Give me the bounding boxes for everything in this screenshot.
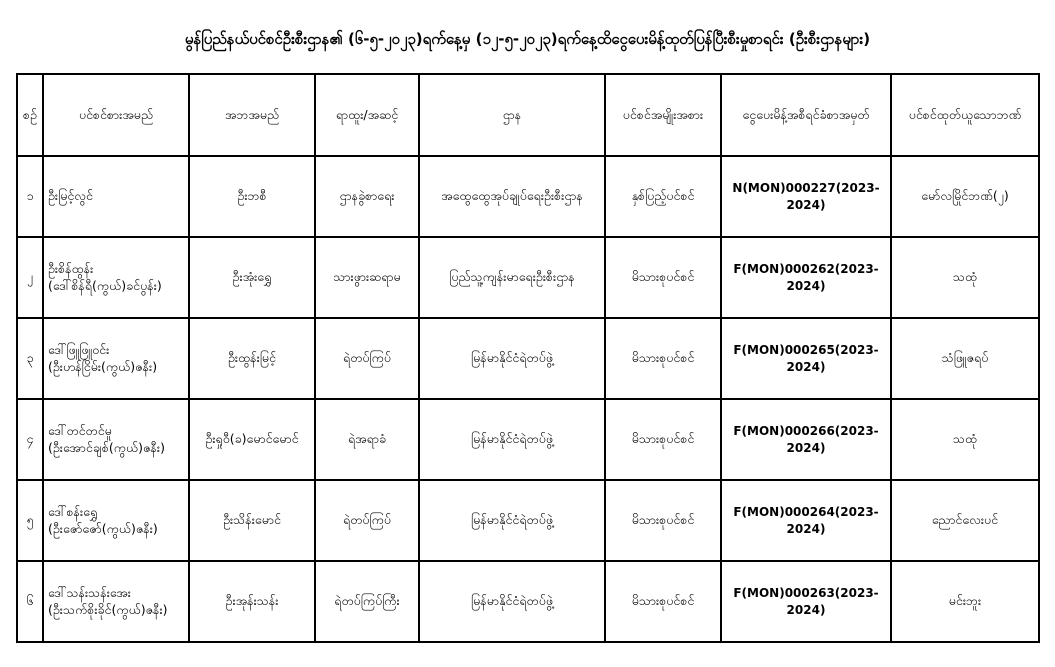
pensioner-name: ဒေါ်တင်တင်မူ bbox=[48, 422, 112, 438]
page-title: မွန်ပြည်နယ်ပင်စင်ဦးစီးဌာန၏ (၆-၅-၂၀၂၃)ရက်နေ့မှ (၁၂-၅-၂၀၂၃)ရက်နေ့ထိငွေပေးမိန့်ထုတ်ပြန်ပြီးစီးမှုစာရင်း (ဦးစီးဌာနများ) bbox=[184, 30, 871, 48]
cell-department: အထွေထွေအုပ်ချုပ်ရေးဦးစီးဌာန bbox=[419, 156, 605, 237]
cell-rank: ရဲတပ်ကြပ် bbox=[315, 318, 419, 399]
cell-pensioner bbox=[43, 480, 189, 561]
pensioner-relation: (ဒေါ်စိန်ရီ(ကွယ်)ခင်ပွန်း) bbox=[48, 277, 162, 293]
pensioner-name: ဒေါ်ဖြူဖြူဝင်း bbox=[48, 341, 110, 357]
cell-no: ၃ bbox=[17, 318, 43, 399]
cell-no: ၂ bbox=[17, 237, 43, 318]
cell-no: ၆ bbox=[17, 561, 43, 642]
cell-father: ဦးသိန်းမောင် bbox=[189, 480, 315, 561]
cell-type: နှစ်ပြည့်ပင်စင် bbox=[605, 156, 721, 237]
cell-bank: သံဖြူဇရပ် bbox=[891, 318, 1039, 399]
cell-type: မိသားစုပင်စင် bbox=[605, 237, 721, 318]
header-bank: ပင်စင်ထုတ်ယူသောဘဏ် bbox=[891, 74, 1039, 156]
pensioner-relation: (ဦးဟန်ငြိမ်း(ကွယ်)ဇနီး) bbox=[48, 358, 158, 374]
header-license: ငွေပေးမိန့်အစီရင်ခံစာအမှတ် bbox=[721, 74, 891, 156]
cell-type: မိသားစုပင်စင် bbox=[605, 480, 721, 561]
cell-license: F(MON)000262(2023-2024) bbox=[721, 237, 891, 318]
header-department: ဌာန bbox=[419, 74, 605, 156]
cell-no: ၄ bbox=[17, 399, 43, 480]
header-no: စဉ် bbox=[17, 74, 43, 156]
cell-rank: ဌာနခွဲစာရေး bbox=[315, 156, 419, 237]
header-pensioner: ပင်စင်စားအမည် bbox=[43, 74, 189, 156]
cell-license: F(MON)000263(2023-2024) bbox=[721, 561, 891, 642]
cell-pensioner bbox=[43, 237, 189, 318]
cell-bank: မင်းဘူး bbox=[891, 561, 1039, 642]
cell-bank: သထုံ bbox=[891, 237, 1039, 318]
cell-license: F(MON)000264(2023-2024) bbox=[721, 480, 891, 561]
table-row bbox=[17, 561, 1039, 642]
cell-father: ဦးဘစီ bbox=[189, 156, 315, 237]
cell-license: F(MON)000265(2023-2024) bbox=[721, 318, 891, 399]
cell-department: မြန်မာနိုင်ငံရဲတပ်ဖွဲ့ bbox=[419, 561, 605, 642]
cell-license: N(MON)000227(2023-2024) bbox=[721, 156, 891, 237]
cell-rank: ရဲတပ်ကြပ်ကြီး bbox=[315, 561, 419, 642]
cell-father: ဦးထွန်းမြင့် bbox=[189, 318, 315, 399]
cell-department: မြန်မာနိုင်ငံရဲတပ်ဖွဲ့ bbox=[419, 480, 605, 561]
cell-father: ဦးအုန်းသန်း bbox=[189, 561, 315, 642]
cell-pensioner bbox=[43, 399, 189, 480]
cell-no: ၁ bbox=[17, 156, 43, 237]
cell-pensioner bbox=[43, 156, 189, 237]
cell-father: ဦးအုံးရွှေ bbox=[189, 237, 315, 318]
table-row bbox=[17, 480, 1039, 561]
cell-bank: မော်လမြိုင်ဘဏ်(၂) bbox=[891, 156, 1039, 237]
pensioner-name: ဦးမြင့်လွင် bbox=[48, 188, 93, 204]
cell-rank: သားဖွားဆရာမ bbox=[315, 237, 419, 318]
cell-pensioner bbox=[43, 561, 189, 642]
cell-pensioner bbox=[43, 318, 189, 399]
table-header-row bbox=[17, 74, 1039, 156]
pensioner-relation: (ဦးအောင်ချစ်(ကွယ်)ဇနီး) bbox=[48, 439, 165, 455]
cell-type: မိသားစုပင်စင် bbox=[605, 318, 721, 399]
cell-bank: သထုံ bbox=[891, 399, 1039, 480]
pensioner-relation: (ဦးသက်စိုးခိုင်(ကွယ်)ဇနီး) bbox=[48, 601, 168, 617]
header-father: အဘအမည် bbox=[189, 74, 315, 156]
pension-table bbox=[16, 73, 1040, 643]
pensioner-name: ဒေါ်စန်းရွှေ bbox=[48, 503, 98, 519]
cell-rank: ရဲတပ်ကြပ် bbox=[315, 480, 419, 561]
header-type: ပင်စင်အမျိုးအစား bbox=[605, 74, 721, 156]
header-rank: ရာထူး/အဆင့် bbox=[315, 74, 419, 156]
table-row bbox=[17, 318, 1039, 399]
pensioner-relation: (ဦးဇော်ဇော်(ကွယ်)ဇနီး) bbox=[48, 520, 158, 536]
table-row bbox=[17, 156, 1039, 237]
cell-department: မြန်မာနိုင်ငံရဲတပ်ဖွဲ့ bbox=[419, 318, 605, 399]
cell-type: မိသားစုပင်စင် bbox=[605, 561, 721, 642]
cell-bank: ညောင်လေးပင် bbox=[891, 480, 1039, 561]
cell-license: F(MON)000266(2023-2024) bbox=[721, 399, 891, 480]
cell-no: ၅ bbox=[17, 480, 43, 561]
cell-father: ဦးရှုဝီ(ခ)မောင်မောင် bbox=[189, 399, 315, 480]
pensioner-name: ဦးစိန်ထွန်း bbox=[48, 260, 94, 276]
cell-type: မိသားစုပင်စင် bbox=[605, 399, 721, 480]
table-row bbox=[17, 237, 1039, 318]
cell-rank: ရဲအရာခံ bbox=[315, 399, 419, 480]
cell-department: မြန်မာနိုင်ငံရဲတပ်ဖွဲ့ bbox=[419, 399, 605, 480]
cell-department: ပြည်သူ့ကျန်းမာရေးဦးစီးဌာန bbox=[419, 237, 605, 318]
pensioner-name: ဒေါ်သန်းသန်းအေး bbox=[48, 584, 131, 600]
table-row bbox=[17, 399, 1039, 480]
